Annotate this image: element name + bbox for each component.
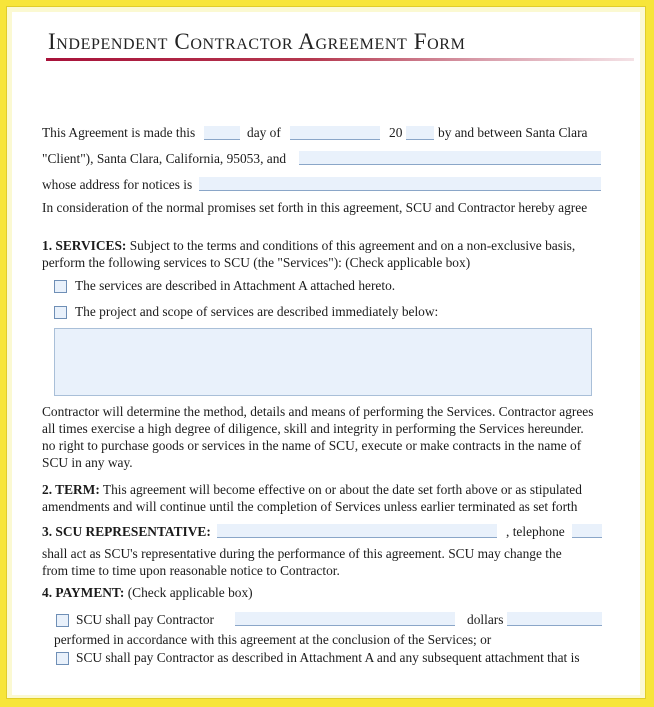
services-para-4: SCU in any way. — [42, 455, 133, 470]
intro-client-line: "Client"), Santa Clara, California, 95053, and — [42, 151, 287, 166]
payment-line-2: performed in accordance with this agreement at the conclusion of the Services; or — [54, 632, 492, 647]
year-field[interactable] — [406, 126, 434, 140]
term-line-1 — [42, 482, 582, 498]
payment-attachment-label: SCU shall pay Contractor as described in Attachment A and any subsequent attachment that is — [76, 650, 580, 665]
services-para-2: all times exercise a high degree of diligence, skill and integrity in performing the Services hereunder. — [42, 421, 584, 436]
services-text-1: Subject to the terms and conditions of this agreement and on a non-exclusive basis, — [129, 238, 576, 253]
page-title: Independent Contractor Agreement Form — [48, 29, 466, 54]
payment-note: (Check applicable box) — [127, 585, 253, 600]
services-line-1 — [42, 238, 575, 254]
intro-address-label: whose address for notices is — [42, 177, 193, 192]
rep-line-1: shall act as SCU's representative during the performance of this agreement. SCU may change the — [42, 546, 562, 561]
contractor-name-field[interactable] — [299, 151, 601, 165]
intro-year-prefix: 20 — [389, 125, 403, 140]
services-para-3: no right to purchase goods or services in the name of SCU, execute or make contracts in the name of — [42, 438, 582, 453]
services-attachment-label: The services are described in Attachment A attached hereto. — [75, 278, 396, 293]
services-description-field[interactable] — [54, 328, 592, 396]
intro-made-this: This Agreement is made this — [42, 125, 196, 140]
day-field[interactable] — [204, 126, 240, 140]
rep-name-field[interactable] — [217, 524, 497, 538]
intro-day-of: day of — [247, 125, 281, 140]
services-line-2: perform the following services to SCU (the "Services"): (Check applicable box) — [42, 255, 471, 270]
payment-fixed-label: SCU shall pay Contractor — [76, 612, 214, 627]
payment-extra-field[interactable] — [507, 612, 602, 626]
intro-consideration: In consideration of the normal promises set forth in this agreement, SCU and Contractor hereby agree — [42, 200, 588, 215]
title-underline — [46, 58, 634, 61]
term-line-2: amendments and will continue until the completion of Services unless earlier terminated as set forth — [42, 499, 578, 514]
services-scope-checkbox[interactable] — [54, 306, 67, 319]
payment-amount-field[interactable] — [235, 612, 455, 626]
services-scope-label: The project and scope of services are described immediately below: — [75, 304, 439, 319]
rep-heading: 3. SCU REPRESENTATIVE: — [42, 524, 211, 539]
payment-line-1 — [42, 585, 253, 601]
address-field[interactable] — [199, 177, 601, 191]
payment-dollars-label: dollars — [467, 612, 504, 627]
rep-line-2: from time to time upon reasonable notice to Contractor. — [42, 563, 340, 578]
intro-between: by and between Santa Clara — [438, 125, 588, 140]
rep-telephone-field[interactable] — [572, 524, 602, 538]
payment-attachment-checkbox[interactable] — [56, 652, 69, 665]
term-heading: 2. TERM: — [42, 482, 100, 497]
rep-telephone-label: , telephone — [506, 524, 565, 539]
payment-fixed-checkbox[interactable] — [56, 614, 69, 627]
services-attachment-checkbox[interactable] — [54, 280, 67, 293]
form-page — [12, 12, 640, 695]
services-para-1: Contractor will determine the method, details and means of performing the Services. Contractor agrees — [42, 404, 594, 419]
term-text-1: This agreement will become effective on or about the date set forth above or as stipulated — [102, 482, 582, 497]
services-heading: 1. SERVICES: — [42, 238, 127, 253]
payment-heading: 4. PAYMENT: — [42, 585, 125, 600]
month-field[interactable] — [290, 126, 380, 140]
